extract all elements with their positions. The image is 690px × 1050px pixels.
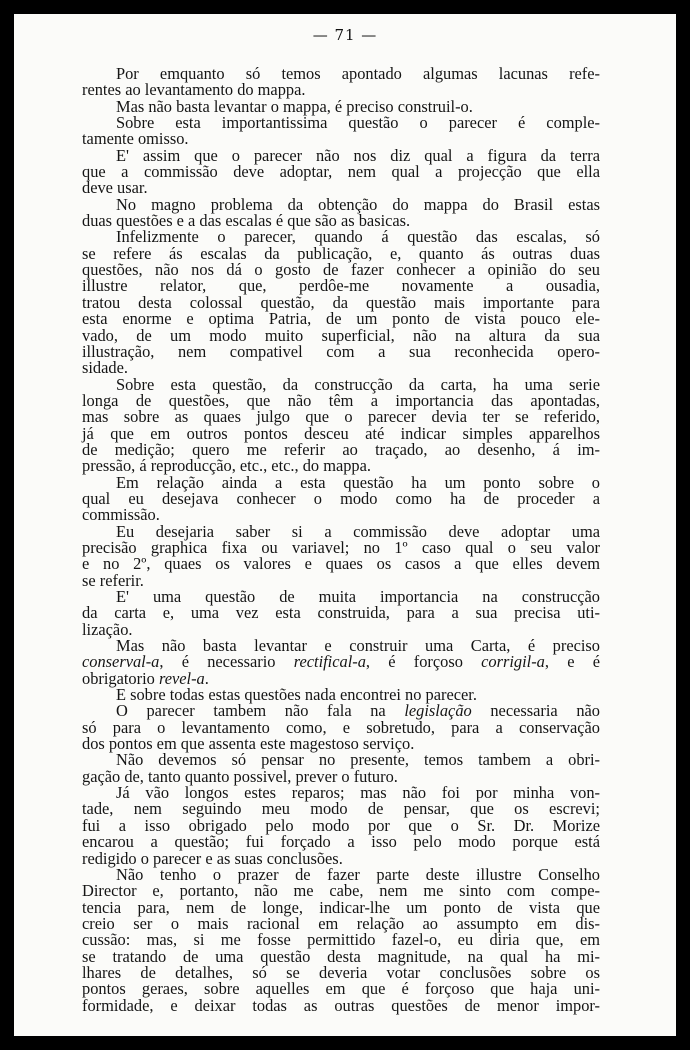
text-line: illustre relator, que, perdôe-me novamente a ousadia, [82,276,600,296]
text-line: dos pontos em que assenta este magestoso serviço. [82,734,415,754]
text-line: questões, não nos dá o gosto de fazer conhecer a opinião do seu [82,260,600,280]
paragraph [82,521,600,590]
text-line: E' uma questão de muita importancia na construcção [116,587,600,606]
text-line: redigido o parecer e as suas conclusões. [82,848,343,868]
text-line: deve usar. [82,178,148,198]
text-line: longa de questões, que não têm a importancia das apontadas, [82,390,600,410]
text-line: Sobre esta importantissima questão o parecer é comple- [116,113,600,133]
italic-term: rectifical-a [293,652,366,672]
text-line: Não devemos só pensar no presente, temos tambem a obri- [116,750,600,770]
italic-term: legislação [404,701,472,721]
text-fragment: , e é [544,652,600,672]
italic-term: revel-a [158,668,205,688]
paragraph [82,864,600,1015]
text-line: tamente omisso. [82,129,189,149]
text-line: tratou desta colossal questão, da questão mais importante para [82,292,600,312]
text-line: rentes ao levantamento do mappa. [82,80,306,100]
text-line: lhares de detalhes, só se deveria votar conclusões sobre os [82,962,600,982]
text-line: cussão: mas, si me fosse permittido fazel-o, eu diria que, em [82,930,600,950]
text-line: e no 2º, quaes os valores e quaes os casos a que elles devem [82,554,600,574]
paragraph [82,752,600,785]
text-line: Já vão longos estes reparos; mas não foi por minha von- [116,783,600,803]
text-line: encarou a questão; fui forçado a isso pelo modo porque está [82,832,600,852]
text-line: pontos geraes, sobre aquelles em que é forçoso que haja uni- [82,979,600,999]
text-line: se tratando de uma questão desta magnitude, na qual ha mi- [82,946,600,966]
text-line: Infelizmente o parecer, quando á questão das escalas, só [116,227,600,247]
text-line: mas sobre as quaes julgo que o parecer devia ter se referido, [82,407,600,427]
text-line: creio ser o mais racional em relação ao assumpto em dis- [82,913,600,933]
text-line: de medição; quero me referir ao traçado, ao desenho, á im- [82,439,600,459]
text-line: se refere ás escalas da publicação, e, quanto ás outras duas [82,243,600,263]
text-line: qual eu desejava conhecer o modo como ha de proceder a [82,488,600,508]
text-line: E' assim que o parecer não nos diz qual a figura da terra [116,145,600,165]
italic-term: conserval-a [82,652,160,672]
text-line: Director e, portanto, não me cabe, nem me sinto com compe- [82,881,600,901]
text-line: Em relação ainda a esta questão ha um ponto sobre o [116,472,600,492]
paragraph [82,145,600,198]
paragraph [82,472,600,525]
paragraph [82,115,600,148]
text-line: fui a isso obrigado pelo modo por que o Sr. Dr. Morize [82,815,600,835]
page-number: — 71 — [312,26,378,44]
text-line: lização. [82,619,133,639]
paragraph [82,703,600,752]
text-line: tencia para, nem de longe, indicar-lhe um ponto de vista que [82,897,600,917]
text-line: esta enorme e optima Patria, de um ponto de vista pouco ele- [82,309,600,329]
text-line: se referir. [82,570,144,590]
text-line: só para o levantamento como, e sobretudo, para a conservação [82,717,600,737]
text-line: da carta e, uma vez esta construida, para a sua precisa uti- [82,603,600,623]
text-line: duas questões e a das escalas é que são as basicas. [82,211,411,231]
paragraph [82,589,600,638]
text-line: Eu desejaria saber si a commissão deve adoptar uma [116,521,600,541]
text-line: commissão. [82,505,160,525]
paragraph [82,638,600,687]
text-fragment: obrigatorio [82,668,159,688]
paragraph [82,194,600,231]
text-fragment: , é forçoso [365,652,482,672]
text-line: gação de, tanto quanto possivel, prever o futuro. [82,766,398,786]
paragraph [82,229,600,376]
text-line: sidade. [82,358,128,378]
book-page [14,14,676,1036]
text-fragment: , é necessario [159,652,294,672]
text-fragment: . [204,668,209,688]
text-line: formidade, e deixar todas as outras questões de menor impor- [82,995,600,1015]
text-line: Mas não basta levantar e construir uma Carta, é preciso [116,636,600,656]
paragraph [82,785,600,867]
text-line: Não tenho o prazer de fazer parte deste illustre Conselho [116,864,600,884]
text-line: já que em outros pontos desceu até indicar simples apparelhos [82,423,600,443]
body-text [82,66,600,1014]
text-line: pressão, á reproducção, etc., etc., do mappa. [82,456,371,476]
paragraph [82,374,600,476]
text-line: Por emquanto só temos apontado algumas lacunas refe- [116,64,600,83]
text-line: illustração, nem compativel com a sua reconhecida opero- [82,341,600,361]
text-fragment: necessaria não [471,701,600,721]
text-line: que a commissão deve adoptar, nem qual a projecção que ella [82,162,600,182]
italic-term: corrigil-a [481,652,545,672]
text-line: No magno problema da obtenção do mappa do Brasil estas [116,194,600,214]
text-line: Mas não basta levantar o mappa, é preciso construil-o. [116,96,473,116]
text-line: precisão graphica fixa ou variavel; no 1º caso qual o seu valor [82,537,600,557]
paragraph [82,66,600,99]
text-line: vado, de um modo muito superficial, não na altura da sua [82,325,600,345]
text-line: Sobre esta questão, da construcção da carta, ha uma serie [116,374,600,394]
text-line: E sobre todas estas questões nada encontrei no parecer. [116,685,477,705]
text-line: tade, nem seguindo meu modo de pensar, que os escrevi; [82,799,600,819]
text-fragment: O parecer tambem não fala na [116,701,405,721]
